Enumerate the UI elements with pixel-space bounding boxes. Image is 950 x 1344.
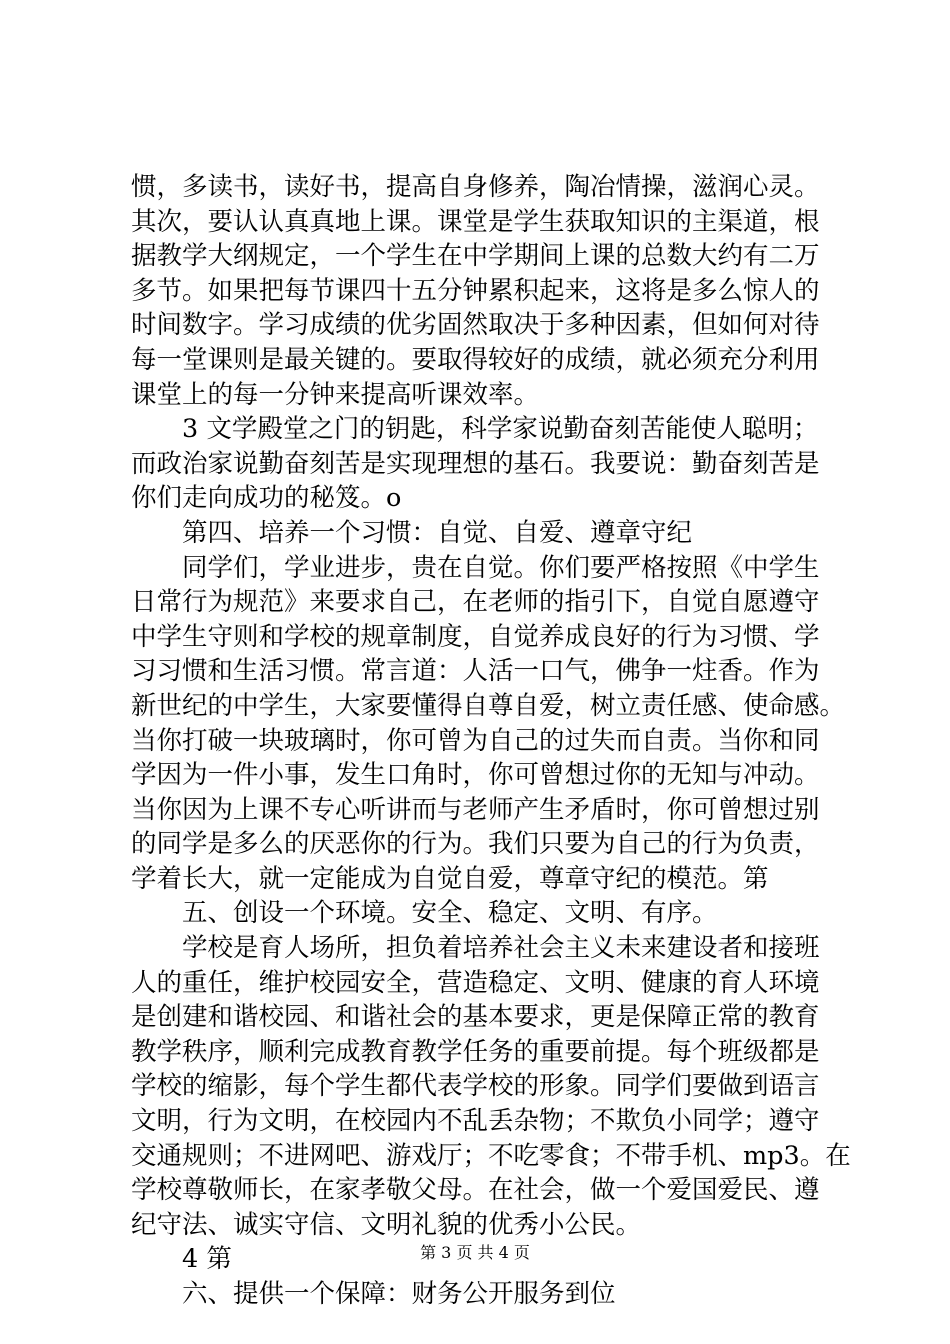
text-line: 学校的缩影，每个学生都代表学校的形象。同学们要做到语言 <box>131 1071 820 1102</box>
text-line: 当你打破一块玻璃时，你可曾为自己的过失而自责。当你和同 <box>131 725 820 756</box>
text-line: 3 文学殿堂之门的钥匙，科学家说勤奋刻苦能使人聪明； <box>182 414 819 445</box>
text-line: 每一堂课则是最关键的。要取得较好的成绩，就必须充分利用 <box>131 344 820 375</box>
text-line: 当你因为上课不专心听讲而与老师产生矛盾时，你可曾想过别 <box>131 794 820 825</box>
text-line: 据教学大纲规定，一个学生在中学期间上课的总数大约有二万 <box>131 241 820 272</box>
text-line: 六、提供一个保障：财务公开服务到位 <box>182 1279 616 1309</box>
text-line: 学校是育人场所，担负着培养社会主义未来建设者和接班 <box>182 933 820 964</box>
text-line: 其次，要认认真真地上课。课堂是学生获取知识的主渠道，根 <box>131 206 820 237</box>
text-line: 课堂上的每一分钟来提高听课效率。 <box>131 379 540 410</box>
text-line: 中学生守则和学校的规章制度，自觉养成良好的行为习惯、学 <box>131 621 820 652</box>
text-line: 时间数字。学习成绩的优劣固然取决于多种因素，但如何对待 <box>131 310 820 341</box>
text-line: 你们走向成功的秘笈。o <box>131 483 402 514</box>
text-line: 新世纪的中学生，大家要懂得自尊自爱，树立责任感、使命感。 <box>131 690 846 721</box>
text-line: 文明，行为文明，在校园内不乱丢杂物；不欺负小同学；遵守 <box>131 1106 820 1137</box>
body-text <box>131 170 851 1312</box>
text-line: 学着长大，就一定能成为自觉自爱，尊章守纪的模范。第 <box>131 863 769 894</box>
text-line: 学校尊敬师长，在家孝敬父母。在社会，做一个爱国爱民、遵 <box>131 1175 820 1206</box>
text-line: 的同学是多么的厌恶你的行为。我们只要为自己的行为负责， <box>131 829 820 860</box>
text-line: 五、创设一个环境。安全、稳定、文明、有序。 <box>182 898 718 929</box>
text-line: 第四、培养一个习惯：自觉、自爱、遵章守纪 <box>182 517 693 548</box>
text-line: 日常行为规范》来要求自己，在老师的指引下，自觉自愿遵守 <box>131 587 820 618</box>
page-footer: 第 3 页 共 4 页 <box>420 1243 530 1262</box>
text-line: 人的重任，维护校园安全，营造稳定、文明、健康的育人环境 <box>131 967 820 998</box>
text-line: 而政治家说勤奋刻苦是实现理想的基石。我要说：勤奋刻苦是 <box>131 448 820 479</box>
text-line: 教学秩序，顺利完成教育教学任务的重要前提。每个班级都是 <box>131 1036 820 1067</box>
text-line: 学因为一件小事，发生口角时，你可曾想过你的无知与冲动。 <box>131 760 820 791</box>
text-line: 4 第 <box>182 1244 232 1275</box>
text-line: 纪守法、诚实守信、文明礼貌的优秀小公民。 <box>131 1209 642 1240</box>
text-line: 多节。如果把每节课四十五分钟累积起来，这将是多么惊人的 <box>131 275 820 306</box>
text-line: 习习惯和生活习惯。常言道：人活一口气，佛争一炷香。作为 <box>131 656 820 687</box>
text-line: 同学们，学业进步，贵在自觉。你们要严格按照《中学生 <box>182 552 820 583</box>
text-line: 是创建和谐校园、和谐社会的基本要求，更是保障正常的教育 <box>131 1002 820 1033</box>
text-line: 惯，多读书，读好书，提高自身修养，陶冶情操，滋润心灵。 <box>131 172 820 202</box>
text-line: 交通规则；不进网吧、游戏厅；不吃零食；不带手机、mp3。在 <box>131 1140 851 1171</box>
